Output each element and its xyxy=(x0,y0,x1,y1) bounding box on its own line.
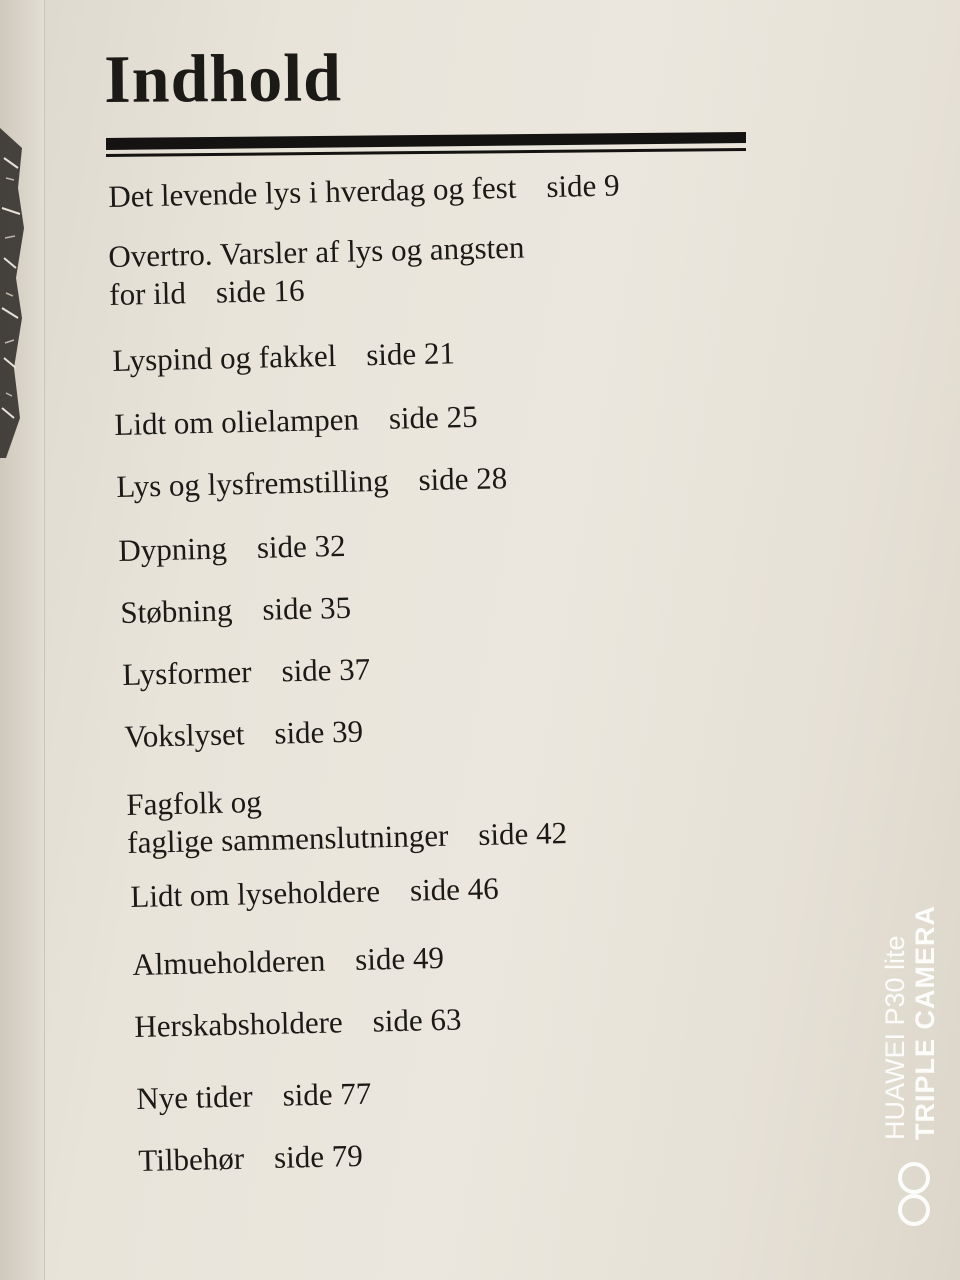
toc-entry xyxy=(136,1075,372,1118)
watermark-camera: TRIPLE CAMERA xyxy=(910,905,940,1140)
toc-entry-title: Almueholderen xyxy=(132,942,326,982)
toc-entry-title: Det levende lys i hverdag og fest xyxy=(108,169,517,214)
toc-entry-title: Vokslyset xyxy=(124,716,245,754)
toc-entry-line xyxy=(112,334,455,380)
toc-entry xyxy=(132,939,444,984)
toc-entry-page: side 25 xyxy=(388,398,478,436)
toc-entry xyxy=(108,229,526,314)
toc-entry-line xyxy=(118,527,346,570)
toc-entry-page: side 32 xyxy=(256,527,346,565)
toc-entry-title: faglige sammenslutninger xyxy=(126,817,449,860)
toc-entry-title: Nye tider xyxy=(136,1078,254,1116)
toc-entry-title: Lys og lysfremstilling xyxy=(116,462,389,504)
toc-entry-page: side 37 xyxy=(281,651,371,689)
toc-entry-page: side 46 xyxy=(409,870,500,908)
toc-entry xyxy=(122,650,371,694)
toc-entry-title: Tilbehør xyxy=(138,1140,245,1178)
toc-entry-page: side 39 xyxy=(273,713,364,751)
toc-entry-line xyxy=(136,1075,372,1118)
toc-entry-page: side 49 xyxy=(354,939,445,977)
camera-lens-icon xyxy=(892,1160,936,1230)
toc-entry-line xyxy=(138,1137,363,1180)
toc-entry-page: side 21 xyxy=(365,335,456,373)
toc-entry-page: side 63 xyxy=(372,1001,462,1039)
toc-entry-line xyxy=(109,267,526,314)
toc-entry xyxy=(124,713,364,756)
toc-entry xyxy=(126,776,567,862)
toc-entry-line xyxy=(120,589,351,632)
toc-entry-line xyxy=(132,939,444,984)
toc-entry xyxy=(118,527,346,570)
toc-entry-page: side 9 xyxy=(545,167,620,205)
toc-entry-page: side 79 xyxy=(273,1137,364,1175)
toc-entry-title: Herskabsholdere xyxy=(134,1004,344,1044)
toc-entry-title: Lidt om olielampen xyxy=(114,401,360,442)
toc-entry xyxy=(134,1001,462,1046)
toc-entry-title: Dypning xyxy=(118,530,228,568)
toc-entry-title: Lyspind og fakkel xyxy=(112,337,337,378)
toc-entry xyxy=(112,334,455,380)
toc-entry xyxy=(138,1137,363,1180)
toc-entry xyxy=(116,459,508,506)
toc-entry-line xyxy=(122,650,371,694)
toc-entry-page: side 35 xyxy=(261,589,352,627)
toc-entry-line xyxy=(134,1001,462,1046)
watermark-brand: HUAWEI P30 lite xyxy=(880,935,910,1140)
toc-entry xyxy=(108,166,620,216)
toc-entry-line xyxy=(124,713,364,756)
toc-entry xyxy=(120,589,351,632)
toc-entry-line xyxy=(108,166,620,216)
toc-entry xyxy=(130,870,499,916)
toc-entry-title: Lysformer xyxy=(122,654,252,692)
page-title: Indhold xyxy=(104,39,343,117)
toc-entry-page: side 16 xyxy=(215,272,305,310)
toc-entry-title: Fagfolk og xyxy=(126,783,262,822)
toc-entry-line xyxy=(130,870,499,916)
toc-entry-line xyxy=(114,398,478,444)
toc-entry-line xyxy=(116,459,508,506)
toc-entry-page: side 77 xyxy=(282,1075,372,1113)
toc-entry-title: Lidt om lyseholdere xyxy=(130,873,381,914)
toc-entry-title: for ild xyxy=(108,275,187,312)
toc-entry-title: Overtro. Varsler af lys og angsten xyxy=(108,229,525,274)
toc-entry-page: side 28 xyxy=(418,460,508,498)
toc-entry-title: Støbning xyxy=(120,592,233,630)
toc-entry xyxy=(114,398,478,444)
toc-entry-page: side 42 xyxy=(477,815,568,853)
